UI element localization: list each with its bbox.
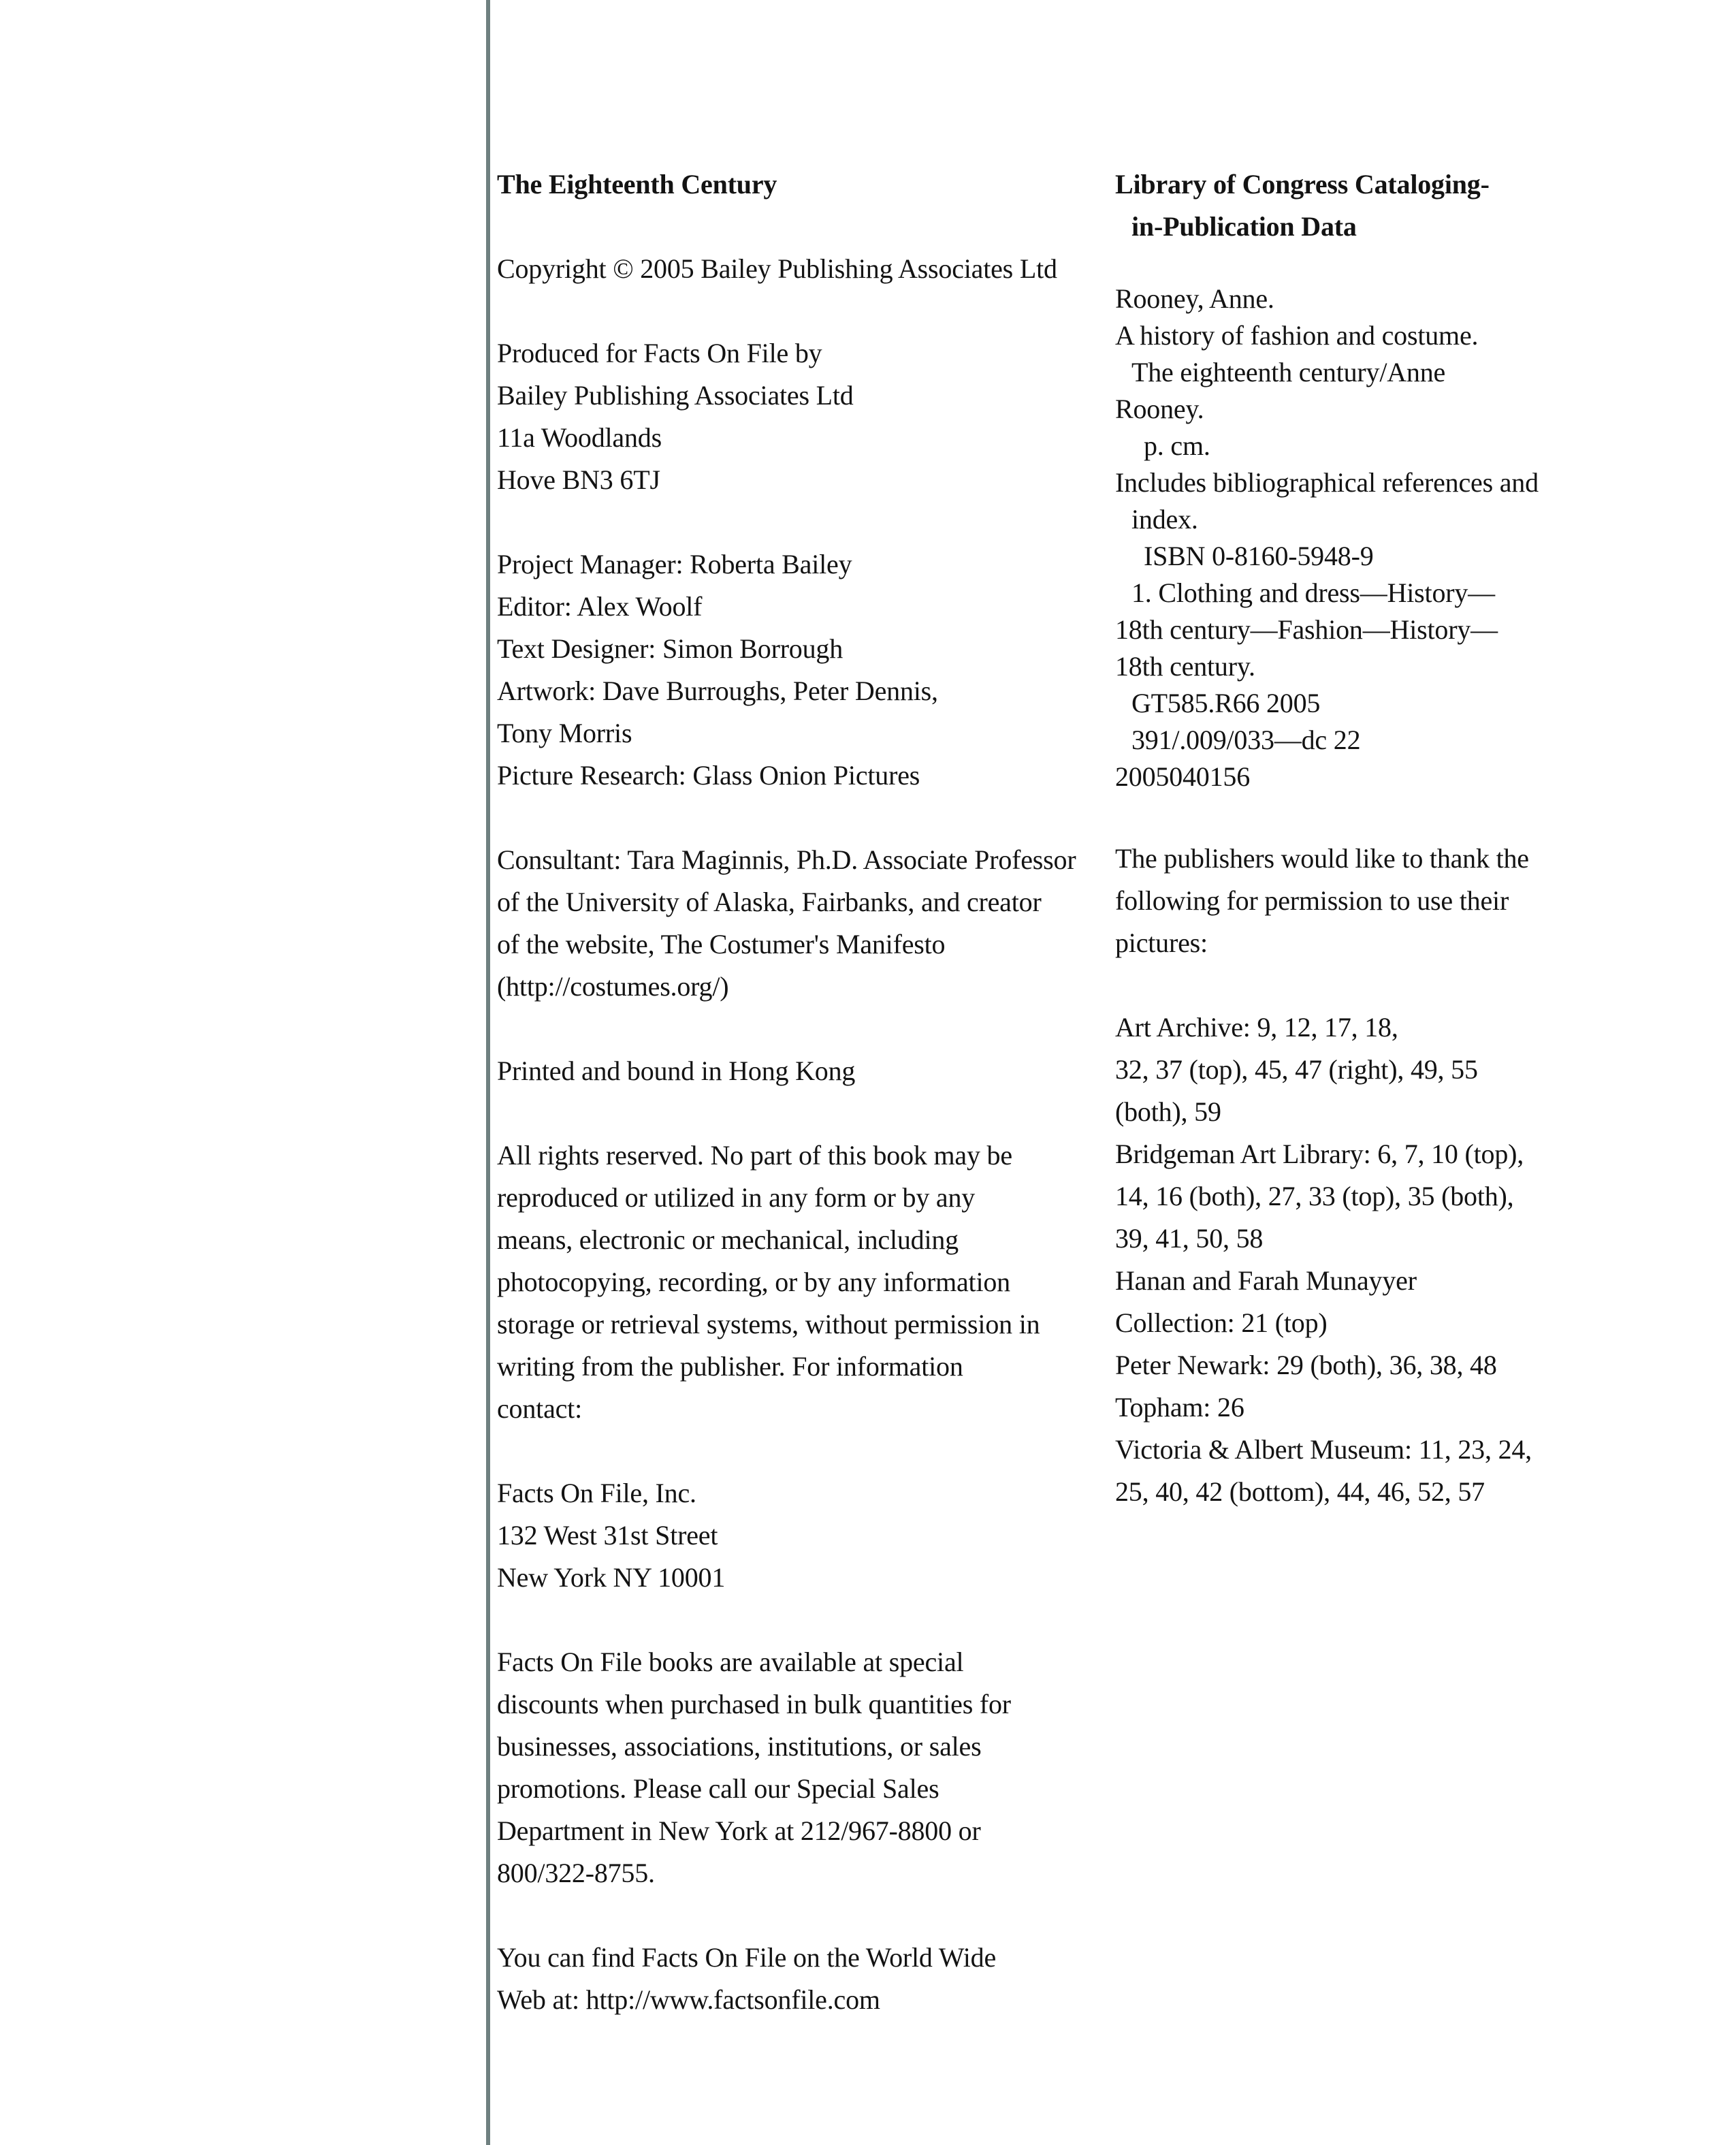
rights-line: writing from the publisher. For information <box>497 1351 963 1382</box>
catalog-block <box>1115 281 1605 795</box>
printed-line: Printed and bound in Hong Kong <box>497 1055 856 1086</box>
picture-credit-line: Victoria & Albert Museum: 11, 23, 24, <box>1115 1434 1532 1465</box>
staff-line: Picture Research: Glass Onion Pictures <box>497 760 920 791</box>
rights-line: contact: <box>497 1393 583 1424</box>
rights-line: means, electronic or mechanical, including <box>497 1224 959 1255</box>
sales-line: Department in New York at 212/967-8800 or <box>497 1815 981 1846</box>
catalog-line: 18th century—Fashion—History— <box>1115 614 1498 645</box>
catalog-line: index. <box>1131 504 1198 535</box>
book-title: The Eighteenth Century <box>497 169 777 200</box>
web-block <box>497 1937 1110 2021</box>
catalog-line: The eighteenth century/Anne <box>1131 357 1446 387</box>
loc-header <box>1115 163 1605 248</box>
picture-credit-line: Bridgeman Art Library: 6, 7, 10 (top), <box>1115 1139 1524 1169</box>
producer-line: Bailey Publishing Associates Ltd <box>497 380 854 411</box>
producer-block <box>497 332 1110 501</box>
rights-line: reproduced or utilized in any form or by any <box>497 1182 976 1213</box>
rights-line: All rights reserved. No part of this book may be <box>497 1140 1012 1171</box>
thanks-block <box>1115 838 1605 964</box>
producer-line: 11a Woodlands <box>497 422 662 453</box>
catalog-line: A history of fashion and costume. <box>1115 320 1479 351</box>
thanks-line: following for permission to use their <box>1115 885 1509 916</box>
picture-credit-line: 14, 16 (both), 27, 33 (top), 35 (both), <box>1115 1181 1514 1211</box>
picture-credit-line: (both), 59 <box>1115 1096 1221 1127</box>
catalog-line: Includes bibliographical references and <box>1115 467 1539 498</box>
address-line: Facts On File, Inc. <box>497 1478 696 1508</box>
loc-header-line: in-Publication Data <box>1131 211 1357 242</box>
consultant-line: Consultant: Tara Maginnis, Ph.D. Associate Professor <box>497 844 1076 875</box>
staff-block <box>497 543 1110 797</box>
loc-header-line: Library of Congress Cataloging- <box>1115 169 1490 200</box>
picture-credit-line: Peter Newark: 29 (both), 36, 38, 48 <box>1115 1350 1497 1380</box>
catalog-line: GT585.R66 2005 <box>1131 688 1321 718</box>
catalog-line: 391/.009/033—dc 22 <box>1131 725 1361 755</box>
rights-block <box>497 1134 1110 1430</box>
picture-credit-line: 32, 37 (top), 45, 47 (right), 49, 55 <box>1115 1054 1478 1085</box>
consultant-line: of the University of Alaska, Fairbanks, and creator <box>497 887 1042 917</box>
catalog-line: p. cm. <box>1144 430 1210 461</box>
staff-line: Project Manager: Roberta Bailey <box>497 549 852 579</box>
staff-line: Artwork: Dave Burroughs, Peter Dennis, <box>497 676 938 706</box>
sales-line: Facts On File books are available at special <box>497 1647 964 1677</box>
consultant-line: (http://costumes.org/) <box>497 971 729 1002</box>
catalog-line: Rooney. <box>1115 394 1204 424</box>
picture-credit-line: Art Archive: 9, 12, 17, 18, <box>1115 1012 1398 1043</box>
consultant-block <box>497 839 1110 1008</box>
catalog-line: 18th century. <box>1115 651 1255 682</box>
catalog-line: Rooney, Anne. <box>1115 283 1274 314</box>
picture-credit-line: Hanan and Farah Munayyer <box>1115 1265 1417 1296</box>
sales-line: discounts when purchased in bulk quantities for <box>497 1689 1011 1719</box>
web-line: Web at: http://www.factsonfile.com <box>497 1984 880 2015</box>
staff-line: Text Designer: Simon Borrough <box>497 633 843 664</box>
rights-line: storage or retrieval systems, without permission in <box>497 1309 1040 1339</box>
thanks-line: pictures: <box>1115 927 1208 958</box>
producer-line: Hove BN3 6TJ <box>497 464 660 495</box>
thanks-line: The publishers would like to thank the <box>1115 843 1529 874</box>
vertical-rule <box>486 0 490 2145</box>
sales-line: promotions. Please call our Special Sales <box>497 1773 939 1804</box>
catalog-line: 1. Clothing and dress—History— <box>1131 577 1495 608</box>
sales-line: businesses, associations, institutions, or sales <box>497 1731 982 1762</box>
catalog-line: 2005040156 <box>1115 761 1251 792</box>
picture-credit-line: 39, 41, 50, 58 <box>1115 1223 1264 1254</box>
right-column <box>1115 163 1605 1513</box>
producer-line: Produced for Facts On File by <box>497 338 822 368</box>
picture-credits-block <box>1115 1006 1605 1513</box>
sales-block <box>497 1641 1110 1894</box>
picture-credit-line: Collection: 21 (top) <box>1115 1307 1328 1338</box>
catalog-line: ISBN 0-8160-5948-9 <box>1144 541 1374 571</box>
consultant-line: of the website, The Costumer's Manifesto <box>497 929 946 959</box>
left-column <box>497 163 1110 2021</box>
staff-line: Editor: Alex Woolf <box>497 591 703 622</box>
address-line: New York NY 10001 <box>497 1562 726 1593</box>
address-block <box>497 1472 1110 1599</box>
picture-credit-line: 25, 40, 42 (bottom), 44, 46, 52, 57 <box>1115 1476 1485 1507</box>
copyright-line: Copyright © 2005 Bailey Publishing Associates Ltd <box>497 253 1057 284</box>
web-line: You can find Facts On File on the World Wide <box>497 1942 996 1973</box>
address-line: 132 West 31st Street <box>497 1520 718 1551</box>
rights-line: photocopying, recording, or by any information <box>497 1267 1010 1297</box>
staff-line: Tony Morris <box>497 718 632 748</box>
sales-line: 800/322-8755. <box>497 1858 655 1888</box>
picture-credit-line: Topham: 26 <box>1115 1392 1244 1423</box>
